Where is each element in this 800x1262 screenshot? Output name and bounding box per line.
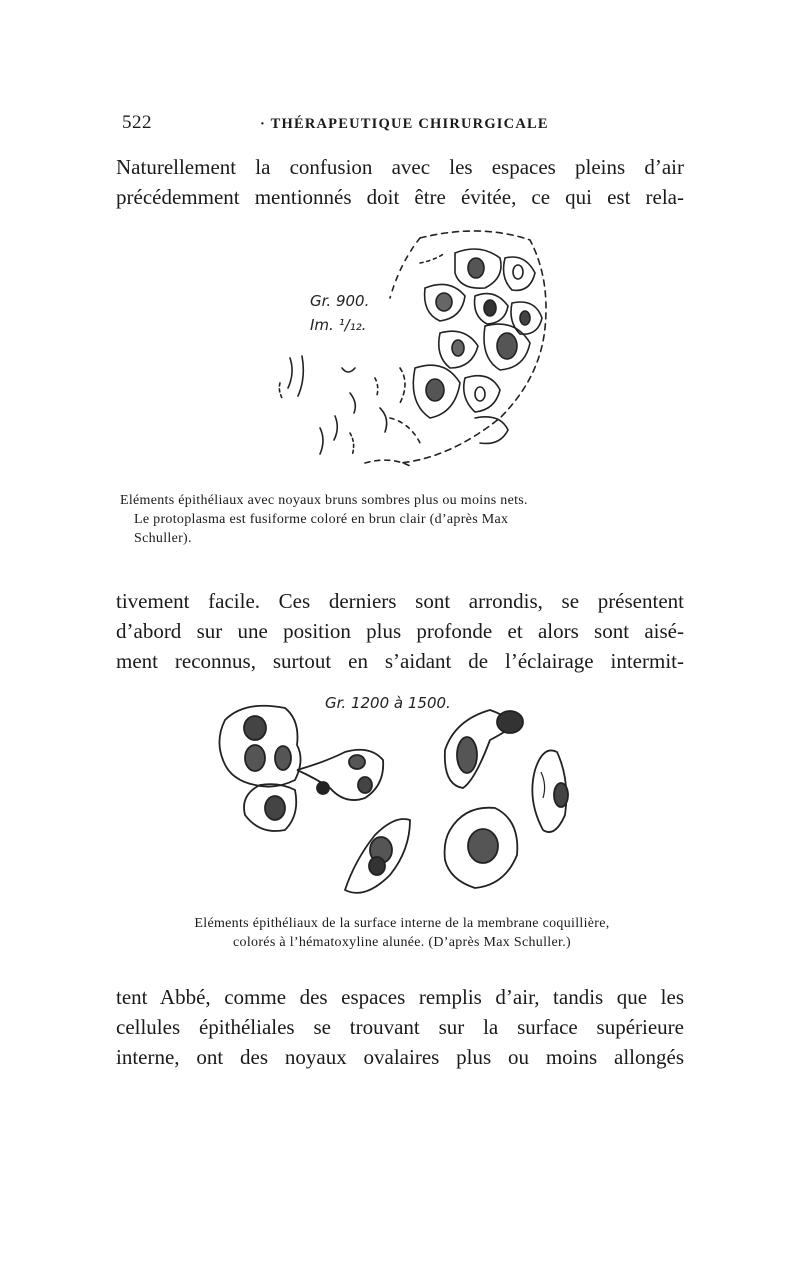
- figure-epithelial-cells-1: [250, 218, 560, 488]
- page-header: [122, 112, 682, 140]
- text-line: Naturellement la confusion avec les espaces pleins d’air: [116, 155, 684, 179]
- figure-1-caption: [120, 491, 684, 548]
- running-head: · THÉRAPEUTIQUE CHIRURGICALE: [260, 116, 549, 132]
- caption-line: Le protoplasma est fusiforme coloré en brun clair (d’après Max: [134, 512, 509, 527]
- text-line: ment reconnus, surtout en s’aidant de l’éclairage intermit-: [116, 649, 684, 673]
- figure-2-caption: [120, 914, 684, 952]
- text-line: interne, ont des noyaux ovalaires plus ou moins allongés: [116, 1045, 684, 1069]
- text-line: tent Abbé, comme des espaces remplis d’air, tandis que les: [116, 985, 684, 1009]
- figure-epithelial-cells-2: [205, 690, 595, 910]
- caption-line: Eléments épithéliaux avec noyaux bruns sombres plus ou moins nets.: [120, 493, 528, 508]
- page-number: 522: [122, 112, 152, 133]
- text-line: tivement facile. Ces derniers sont arrondis, se présentent: [116, 589, 684, 613]
- text-line: d’abord sur une position plus profonde et alors sont aisé-: [116, 619, 684, 643]
- figure-1-label-immersion: Im. ¹/₁₂.: [310, 316, 367, 334]
- text-line: précédemment mentionnés doit être évitée, ce qui est rela-: [116, 185, 684, 209]
- paragraph-3: [116, 982, 684, 1072]
- paragraph-2: [116, 586, 684, 676]
- caption-line: Schuller).: [134, 531, 192, 546]
- paragraph-1: [116, 152, 684, 212]
- caption-line: Eléments épithéliaux de la surface interne de la membrane coquillière,: [194, 916, 610, 931]
- caption-line: colorés à l’hématoxyline alunée. (D’après Max Schuller.): [233, 935, 571, 950]
- figure-2-label-magnification: Gr. 1200 à 1500.: [325, 694, 451, 712]
- figure-1-label-magnification: Gr. 900.: [310, 292, 370, 310]
- text-line: cellules épithéliales se trouvant sur la surface supérieure: [116, 1015, 684, 1039]
- figure-1-drawing: [250, 218, 560, 488]
- figure-2-drawing: [205, 690, 595, 910]
